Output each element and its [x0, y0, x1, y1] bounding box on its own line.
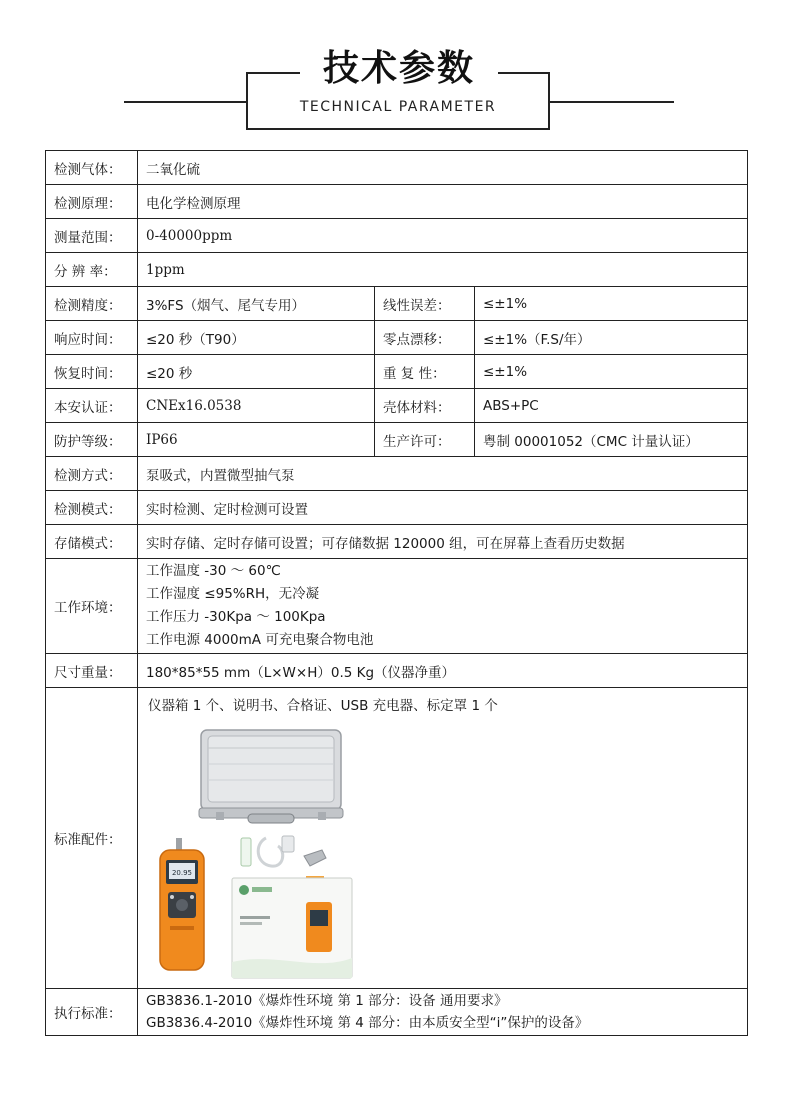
accuracy-label: 检测精度：	[46, 287, 138, 321]
recovery-value: ≤20 秒	[138, 355, 375, 389]
range-label: 测量范围：	[46, 219, 138, 253]
recovery-label: 恢复时间：	[46, 355, 138, 389]
standards-value	[138, 989, 748, 1036]
table-row	[46, 688, 748, 989]
usb-charger-icon	[241, 836, 294, 866]
mode-value: 实时检测、定时检测可设置	[138, 491, 748, 525]
size-label: 尺寸重量：	[46, 654, 138, 688]
environment-value	[138, 559, 748, 654]
table-row	[46, 185, 748, 219]
range-value: 0-40000ppm	[138, 219, 748, 253]
table-row	[46, 321, 748, 355]
environment-power: 工作电源 4000mA 可充电聚合物电池	[146, 632, 374, 648]
page-subtitle: TECHNICAL PARAMETER	[299, 99, 497, 115]
header-rule-left	[124, 101, 246, 103]
table-row	[46, 219, 748, 253]
linearity-label: 线性误差：	[375, 287, 475, 321]
accessories-label: 标准配件：	[46, 688, 138, 989]
product-photo	[156, 726, 388, 984]
table-row	[46, 287, 748, 321]
page-header	[0, 0, 790, 140]
page-title: 技术参数	[322, 48, 475, 89]
storage-value: 实时存储、定时存储可设置；可存储数据 120000 组，可在屏幕上查看历史数据	[138, 525, 748, 559]
housing-label: 壳体材料：	[375, 389, 475, 423]
principle-value: 电化学检测原理	[138, 185, 748, 219]
repeatability-value: ≤±1%	[475, 355, 748, 389]
table-row	[46, 253, 748, 287]
gas-detector-icon	[160, 838, 204, 970]
table-row	[46, 457, 748, 491]
mode-label: 检测模式：	[46, 491, 138, 525]
standard-gb3836-1: GB3836.1-2010《爆炸性环境 第 1 部分：设备 通用要求》	[146, 993, 508, 1009]
accessories-value	[138, 688, 748, 989]
header-frame-top-left	[246, 72, 300, 74]
linearity-value: ≤±1%	[475, 287, 748, 321]
zero-drift-value: ≤±1%（F.S/年）	[475, 321, 748, 355]
manual-icon	[232, 878, 352, 978]
carry-case-icon	[199, 730, 343, 823]
method-value: 泵吸式，内置微型抽气泵	[138, 457, 748, 491]
header-frame-top-right	[498, 72, 550, 74]
environment-humidity: 工作湿度 ≤95%RH，无冷凝	[146, 586, 320, 602]
accessories-text: 仪器箱 1 个、说明书、合格证、USB 充电器、标定罩 1 个	[148, 698, 498, 714]
gas-value: 二氧化硫	[138, 151, 748, 185]
resolution-label: 分 辨 率：	[46, 253, 138, 287]
header-rule-right	[550, 101, 674, 103]
safety-label: 本安认证：	[46, 389, 138, 423]
table-row	[46, 355, 748, 389]
table-row	[46, 151, 748, 185]
detector-reading: 20.95	[171, 869, 193, 877]
table-row	[46, 525, 748, 559]
standard-gb3836-4: GB3836.4-2010《爆炸性环境 第 4 部分：由本质安全型“i”保护的设备》	[146, 1015, 589, 1031]
table-row	[46, 989, 748, 1036]
protection-value: IP66	[138, 423, 375, 457]
license-label: 生产许可：	[375, 423, 475, 457]
table-row	[46, 491, 748, 525]
housing-value: ABS+PC	[475, 389, 748, 423]
size-value: 180*85*55 mm（L×W×H）0.5 Kg（仪器净重）	[138, 654, 748, 688]
environment-pressure: 工作压力 -30Kpa ～ 100Kpa	[146, 609, 326, 625]
resolution-value: 1ppm	[138, 253, 748, 287]
method-label: 检测方式：	[46, 457, 138, 491]
table-row	[46, 654, 748, 688]
gas-label: 检测气体：	[46, 151, 138, 185]
standards-label: 执行标准：	[46, 989, 138, 1036]
environment-label: 工作环境：	[46, 559, 138, 654]
accuracy-value: 3%FS（烟气、尾气专用）	[138, 287, 375, 321]
storage-label: 存储模式：	[46, 525, 138, 559]
table-row	[46, 423, 748, 457]
zero-drift-label: 零点漂移：	[375, 321, 475, 355]
response-value: ≤20 秒（T90）	[138, 321, 375, 355]
spec-table	[45, 150, 748, 1036]
license-value: 粤制 00001052（CMC 计量认证）	[475, 423, 748, 457]
response-label: 响应时间：	[46, 321, 138, 355]
repeatability-label: 重 复 性：	[375, 355, 475, 389]
safety-value: CNEx16.0538	[138, 389, 375, 423]
table-row	[46, 559, 748, 654]
principle-label: 检测原理：	[46, 185, 138, 219]
protection-label: 防护等级：	[46, 423, 138, 457]
table-row	[46, 389, 748, 423]
environment-temperature: 工作温度 -30 ～ 60℃	[146, 563, 281, 579]
